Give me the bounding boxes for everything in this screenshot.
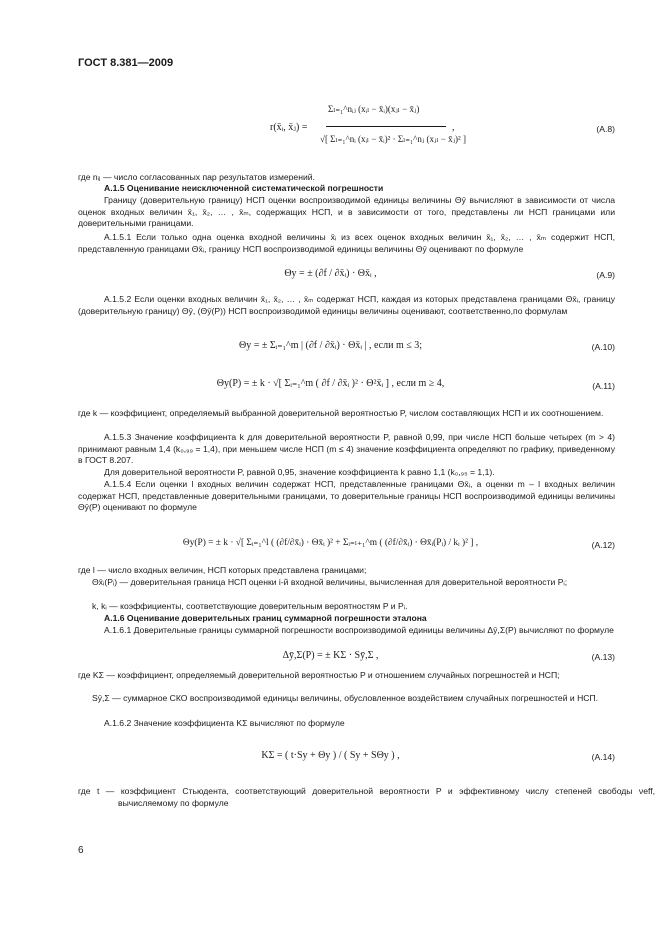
- formula-number-a13: (A.13): [591, 652, 615, 662]
- paragraph-a152: А.1.5.2 Если оценки входных величин x̄₁, x̄₂, … , x̄ₘ содержат НСП, каждая из которых представлена границами Θx̄ᵢ, границу (доверительную границу) Θȳ, (Θȳ(P)) НСП воспроизводимой единицы величины оценивают, соответственно,по формулам: [78, 294, 615, 316]
- formula-number-a9: (A.9): [596, 270, 615, 280]
- formula-number-a11: (A.11): [592, 381, 615, 391]
- paragraph-theta-pi-definition: Θx̄ᵢ(Pᵢ) — доверительная граница НСП оценки i-й входной величины, вычисленная для доверительной вероятности Pᵢ;: [92, 577, 568, 587]
- formula-a14: KΣ = ( t·Sy + Θy ) / ( Sy + SΘy ) ,: [261, 750, 400, 761]
- formula-a13: Δȳ,Σ(P) = ± KΣ · Sȳ,Σ ,: [282, 650, 379, 661]
- formula-a12: Θy(P) = ± k · √[ Σᵢ₌₁^l ( (∂f/∂x̄ᵢ) · Θx̄ᵢ )² + Σᵢ₌ₗ₊₁^m ( (∂f/∂x̄ᵢ) · Θx̄ᵢ(Pᵢ) / kᵢ )² ] ,: [182, 538, 479, 548]
- formula-a8: [270, 92, 466, 164]
- formula-a8-fraction-bar: [326, 126, 446, 127]
- formula-a11: Θy(P) = ± k · √[ Σᵢ₌₁^m ( ∂f / ∂x̄ᵢ )² · Θ²x̄ᵢ ] , если m ≥ 4,: [216, 378, 445, 389]
- page-number: 6: [78, 845, 84, 856]
- paragraph-a162: А.1.6.2 Значение коэффициента KΣ вычисляют по формуле: [104, 718, 345, 728]
- paragraph-a153: А.1.5.3 Значение коэффициента k для доверительной вероятности P, равной 0,99, при числе НСП больше четырех (m > 4) принимают равным 1,4 (k₀,₉₉ = 1,4), при меньшем числе НСП (m ≤ 4) значение коэффициента определяют по графику, приведенному в ГОСТ 8.207.: [78, 432, 615, 465]
- formula-number-a14: (A.14): [591, 752, 615, 762]
- paragraph-k-definition: где k — коэффициент, определяемый выбранной доверительной вероятностью P, числом составляющих НСП и их соотношением.: [78, 408, 604, 418]
- formula-a8-numerator: Σₗ₌₁^nᵢⱼ (xᵢₗ − x̄ᵢ)(xⱼₗ − x̄ⱼ): [328, 104, 420, 114]
- paragraph-ssigma-definition: Sȳ,Σ — суммарное СКО воспроизводимой единицы величины, обусловленное воздействием случайных погрешностей и НСП.: [92, 693, 599, 703]
- paragraph-a151: А.1.5.1 Если только одна оценка входной величины x̄ᵢ из всех оценок входных величин x̄₁, x̄₂, … , x̄ₘ содержит НСП, представленную границами Θx̄ᵢ, границу НСП воспроизводимой единицы величины Θȳ оценивают по формуле: [78, 232, 615, 254]
- formula-number-a10: (A.10): [591, 342, 615, 352]
- formula-a10: Θy = ± Σᵢ₌₁^m | (∂f / ∂x̄ᵢ) · Θx̄ᵢ | , если m ≤ 3;: [238, 340, 423, 351]
- paragraph-k-ki-definition: k, kᵢ — коэффициенты, соответствующие доверительным вероятностям P и Pᵢ.: [92, 601, 408, 611]
- formula-number-a12: (A.12): [591, 540, 615, 550]
- paragraph-t-definition: где t — коэффициент Стьюдента, соответствующий доверительной вероятности P и эффективному числу степеней свободы νeff, вычисляемому по формуле: [78, 786, 655, 808]
- formula-a8-denominator: √[ Σₗ₌₁^nᵢ (xᵢₗ − x̄ᵢ)² · Σₗ₌₁^nⱼ (xⱼₗ − x̄ⱼ)² ]: [320, 134, 466, 144]
- paragraph-a15-intro: Границу (доверительную границу) НСП оценки воспроизводимой единицы величины Θȳ вычисляют в зависимости от числа оценок входных величин x̄₁, x̄₂, … , x̄ₘ, содержащих НСП, и в зависимости от того, представлены ли НСП границами или доверительными границами.: [78, 195, 615, 228]
- formula-number-a8: (A.8): [596, 124, 615, 134]
- formula-a8-tail: ,: [452, 122, 455, 133]
- document-header: ГОСТ 8.381—2009: [78, 57, 174, 69]
- section-heading-a16: А.1.6 Оценивание доверительных границ суммарной погрешности эталона: [104, 613, 427, 623]
- paragraph-a154: А.1.5.4 Если оценки l входных величин содержат НСП, представленные границами Θx̄ᵢ, а оценки m – l входных величин содержат НСП, представленные доверительными границами, то доверительные границы НСП воспроизводимой единицы величины Θȳ(P) оценивают по формуле: [78, 479, 615, 512]
- paragraph-l-definition: где l — число входных величин, НСП которых представлена границами;: [78, 565, 367, 575]
- paragraph-nij: где nᵢⱼ — число согласованных пар результатов измерений.: [78, 172, 315, 182]
- section-heading-a15: А.1.5 Оценивание неисключенной систематической погрешности: [104, 183, 384, 193]
- formula-a8-lhs: r(x̄ᵢ, x̄ⱼ) =: [270, 122, 308, 133]
- paragraph-a161: А.1.6.1 Доверительные границы суммарной погрешности воспроизводимой единицы величины Δȳ,Σ(P) вычисляют по формуле: [104, 625, 614, 635]
- formula-a9: Θy = ± (∂f / ∂x̄ᵢ) · Θx̄ᵢ ,: [284, 268, 377, 279]
- paragraph-ksigma-definition: где KΣ — коэффициент, определяемый доверительной вероятностью P и отношением случайных погрешностей и НСП;: [78, 670, 560, 680]
- paragraph-k095: Для доверительной вероятности P, равной 0,95, значение коэффициента k равно 1,1 (k₀,₉₅ = 1,1).: [104, 467, 495, 477]
